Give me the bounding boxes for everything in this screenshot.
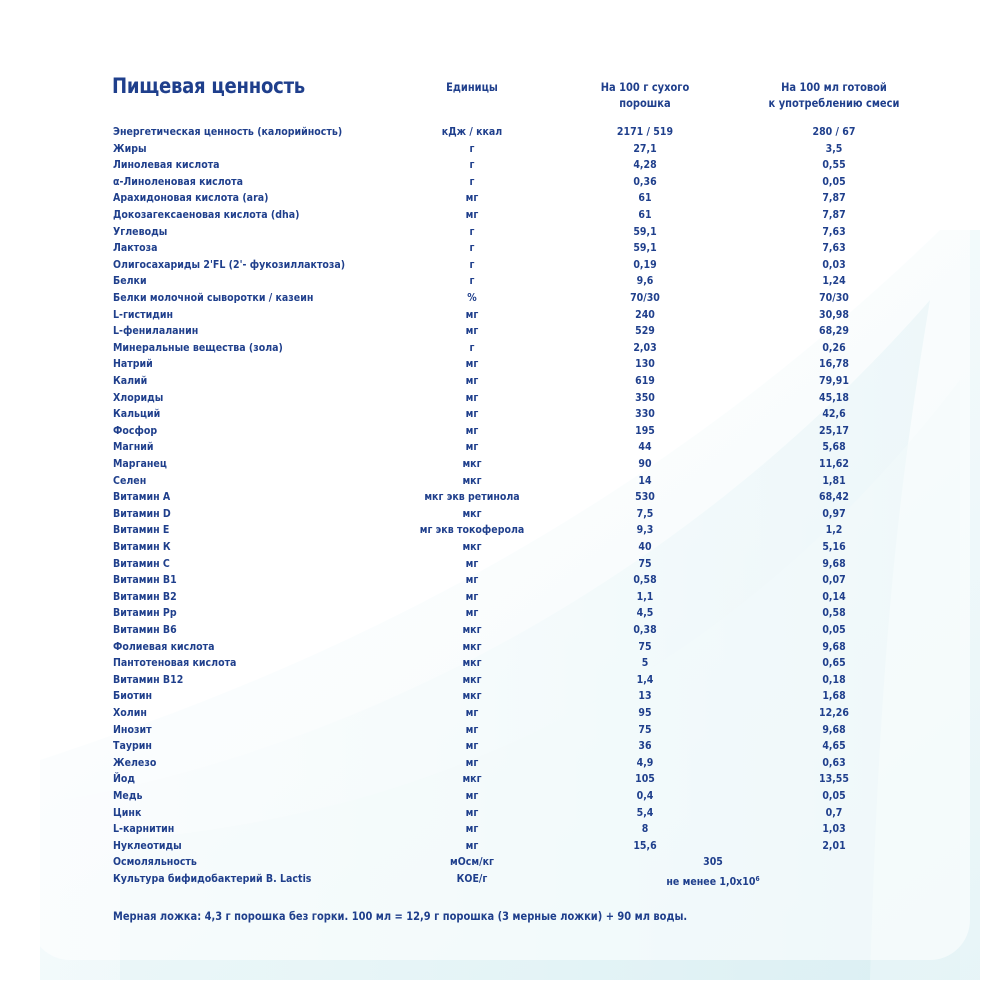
nutrient-name: Цинк (113, 805, 142, 819)
table-row (0, 207, 1000, 224)
nutrient-unit: г (469, 141, 475, 155)
nutrient-name: Белки (113, 274, 147, 288)
table-row (0, 688, 1000, 705)
nutrient-value-dry: 59,1 (633, 241, 657, 255)
nutrient-value-dry: 5 (641, 656, 649, 670)
nutrient-name: Белки молочной сыворотки / казеин (113, 291, 314, 304)
nutrient-name: L-карнитин (113, 822, 175, 836)
nutrient-name: Углеводы (113, 224, 168, 238)
column-header-dry-line2: порошка (619, 96, 671, 110)
nutrient-value-dry: 90 (638, 457, 652, 470)
nutrient-unit: г (469, 257, 475, 271)
nutrient-value-ready: 7,63 (822, 241, 846, 255)
table-row (0, 124, 1000, 141)
table-row (0, 821, 1000, 838)
nutrient-value-dry: 75 (638, 639, 652, 653)
page-title: Пищевая ценность (112, 74, 305, 98)
table-row (0, 340, 1000, 357)
table-row (0, 854, 1000, 871)
nutrient-unit: г (469, 158, 475, 172)
nutrient-value-ready: 0,18 (822, 672, 846, 686)
nutrient-name: Хлориды (113, 390, 164, 404)
table-row (0, 805, 1000, 822)
nutrient-unit: мг (465, 423, 479, 437)
nutrient-value-ready: 16,78 (819, 357, 849, 371)
nutrient-name: Минеральные вещества (зола) (113, 340, 283, 354)
nutrient-unit: мг (465, 573, 479, 587)
table-row (0, 406, 1000, 423)
table-row (0, 456, 1000, 473)
table-row (0, 672, 1000, 689)
table-row (0, 240, 1000, 257)
nutrient-unit: мкг (462, 506, 482, 520)
nutrient-name: Витамин В6 (113, 623, 177, 636)
column-header-ready-line1: На 100 мл готовой (781, 80, 887, 94)
nutrient-name: Арахидоновая кислота (ara) (113, 191, 269, 205)
nutrient-value-dry: 59,1 (633, 224, 657, 238)
nutrient-name: Витамин В1 (113, 573, 177, 587)
table-row (0, 423, 1000, 440)
nutrient-name: Витамин А (113, 490, 171, 504)
measuring-spoon-note: Мерная ложка: 4,3 г порошка без горки. 100 мл = 12,9 г порошка (3 мерные ложки) + 90 мл воды. (113, 909, 688, 923)
nutrient-unit: мг (465, 706, 479, 719)
nutrient-value-ready: 280 / 67 (812, 125, 856, 138)
column-header-dry (601, 79, 690, 111)
nutrient-value-ready: 9,68 (822, 556, 846, 570)
nutrient-value-ready: 0,03 (822, 257, 846, 271)
nutrient-value-dry: 9,6 (636, 274, 654, 288)
nutrient-value-ready: 0,7 (825, 805, 843, 819)
table-row (0, 871, 1000, 888)
table-row (0, 738, 1000, 755)
nutrient-value-dry: 40 (638, 540, 652, 553)
table-row (0, 323, 1000, 340)
nutrient-value-dry: 130 (635, 357, 655, 371)
nutrient-unit: мг (465, 838, 479, 852)
nutrient-value-ready: 12,26 (819, 706, 849, 719)
table-row (0, 622, 1000, 639)
nutrient-unit: г (469, 340, 475, 354)
nutrient-unit: мг (465, 722, 479, 736)
table-row (0, 473, 1000, 490)
nutrient-value-dry: 4,5 (636, 606, 654, 620)
nutrient-unit: мкг (462, 672, 482, 686)
table-row (0, 705, 1000, 722)
nutrient-value-ready: 9,68 (822, 639, 846, 653)
nutrient-name: Витамин В2 (113, 589, 177, 603)
nutrient-value-ready: 1,24 (822, 274, 846, 288)
nutrient-value-dry: 95 (638, 706, 652, 719)
nutrient-value-dry: 5,4 (636, 805, 654, 819)
nutrient-value-ready: 11,62 (819, 457, 849, 470)
nutrient-unit: мг (465, 208, 479, 221)
table-row (0, 224, 1000, 241)
nutrient-name: Витамин В12 (113, 672, 184, 686)
nutrient-value-ready: 9,68 (822, 722, 846, 736)
nutrient-value-dry: 530 (635, 490, 655, 504)
nutrient-value-dry: 0,36 (633, 174, 657, 188)
nutrient-name: Осмоляльность (113, 855, 197, 869)
nutrient-unit: мг (465, 440, 479, 454)
table-row (0, 307, 1000, 324)
nutrient-name: Нуклеотиды (113, 838, 182, 852)
table-row (0, 273, 1000, 290)
nutrient-value-dry: 27,1 (633, 141, 657, 155)
nutrient-value-dry: 2,03 (633, 340, 657, 354)
nutrient-value-merged: 305 (703, 855, 723, 869)
nutrient-value-dry: 8 (641, 822, 649, 836)
nutrient-name: L-фенилаланин (113, 324, 199, 338)
nutrient-value-ready: 2,01 (822, 838, 846, 852)
table-row (0, 605, 1000, 622)
nutrient-value-dry: 14 (638, 473, 652, 487)
nutrient-value-ready: 7,87 (822, 191, 846, 205)
nutrient-value-dry: 0,38 (633, 623, 657, 636)
nutrient-value-dry: 9,3 (636, 523, 654, 537)
table-row (0, 556, 1000, 573)
nutrient-name: Витамин К (113, 540, 171, 553)
nutrient-unit: мкг (462, 639, 482, 653)
nutrient-value-dry: 4,28 (633, 158, 657, 172)
table-row (0, 356, 1000, 373)
table-row (0, 141, 1000, 158)
nutrient-value-ready: 1,2 (825, 523, 843, 537)
nutrient-name: Жиры (113, 141, 147, 155)
nutrient-value-dry: 15,6 (633, 838, 657, 852)
nutrient-value-ready: 0,58 (822, 606, 846, 620)
nutrient-value-ready: 68,42 (819, 490, 849, 504)
nutrient-value-ready: 68,29 (819, 324, 849, 338)
nutrient-value-ready: 0,05 (822, 174, 846, 188)
nutrient-value-ready: 0,05 (822, 623, 846, 636)
nutrient-value-ready: 0,05 (822, 789, 846, 802)
nutrient-value-dry: 75 (638, 722, 652, 736)
nutrient-name: Калий (113, 374, 148, 387)
table-row (0, 722, 1000, 739)
nutrient-value-dry: 75 (638, 556, 652, 570)
nutrient-unit: мг (465, 191, 479, 205)
nutrient-value-dry: 36 (638, 739, 652, 753)
nutrient-unit: г (469, 274, 475, 288)
table-row (0, 655, 1000, 672)
nutrient-value-dry: 4,9 (636, 755, 654, 769)
nutrient-value-ready: 0,65 (822, 656, 846, 670)
nutrient-value-ready: 30,98 (819, 307, 849, 321)
nutrient-name: Селен (113, 473, 147, 487)
nutrient-value-merged (666, 871, 759, 890)
nutrient-unit: мг экв токоферола (419, 523, 525, 537)
nutrient-value-ready: 79,91 (819, 374, 849, 387)
table-row (0, 390, 1000, 407)
column-header-units-label: Единицы (446, 80, 498, 94)
nutrient-unit: мг (465, 324, 479, 338)
nutrient-name: L-гистидин (113, 307, 174, 321)
nutrient-unit: мкг (462, 457, 482, 470)
nutrient-unit: мкг экв ретинола (424, 490, 520, 504)
nutrient-name: Культура бифидобактерий B. Lactis (113, 872, 312, 885)
table-row (0, 589, 1000, 606)
nutrient-name: Витамин D (113, 506, 171, 520)
nutrient-value-ready: 7,87 (822, 208, 846, 221)
nutrient-name: Докозагексаеновая кислота (dha) (113, 208, 300, 221)
nutrient-unit: мг (465, 307, 479, 321)
nutrient-unit: мг (465, 374, 479, 387)
column-header-dry-line1: На 100 г сухого (600, 80, 690, 94)
nutrient-unit: мОсм/кг (450, 855, 494, 869)
nutrient-name: Фолиевая кислота (113, 639, 215, 653)
table-row (0, 755, 1000, 772)
table-row (0, 157, 1000, 174)
nutrient-name: Натрий (113, 357, 153, 371)
nutrient-value-dry: 1,4 (636, 672, 654, 686)
nutrient-name: Медь (113, 789, 143, 802)
nutrient-value-dry: 13 (638, 689, 652, 703)
nutrient-name: Фосфор (113, 423, 158, 437)
nutrient-name: Железо (113, 755, 157, 769)
table-row (0, 439, 1000, 456)
table-row (0, 257, 1000, 274)
nutrient-unit: мг (465, 390, 479, 404)
nutrient-unit: % (467, 291, 477, 304)
column-header-ready-line2: к употреблению смеси (768, 96, 900, 110)
nutrient-unit: мкг (462, 623, 482, 636)
table-row (0, 639, 1000, 656)
nutrient-unit: мкг (462, 473, 482, 487)
nutrient-value-dry: 44 (638, 440, 652, 454)
nutrient-name: Энергетическая ценность (калорийность) (113, 125, 343, 138)
nutrient-value-dry: 195 (635, 423, 655, 437)
nutrient-name: Холин (113, 706, 147, 719)
nutrient-value-ready: 5,16 (822, 540, 846, 553)
nutrient-value-ready: 70/30 (819, 291, 849, 304)
nutrient-unit: мкг (462, 689, 482, 703)
nutrient-value-ready: 0,26 (822, 340, 846, 354)
nutrient-unit: мкг (462, 656, 482, 670)
nutrient-value-ready: 42,6 (822, 407, 846, 421)
table-row (0, 572, 1000, 589)
nutrient-value-dry: 0,58 (633, 573, 657, 587)
nutrient-unit: мг (465, 805, 479, 819)
nutrient-name: Лактоза (113, 241, 158, 255)
nutrient-value-ready: 0,63 (822, 755, 846, 769)
nutrient-value-dry: 1,1 (636, 589, 654, 603)
nutrient-name: Витамин С (113, 556, 170, 570)
nutrient-value-ready: 0,07 (822, 573, 846, 587)
nutrient-value-dry: 7,5 (636, 506, 654, 520)
nutrient-value-dry: 330 (635, 407, 655, 421)
nutrient-unit: мг (465, 789, 479, 802)
nutrient-value-dry: 70/30 (630, 291, 660, 304)
nutrient-unit: мг (465, 589, 479, 603)
nutrient-value-ready: 0,14 (822, 589, 846, 603)
table-row (0, 522, 1000, 539)
nutrient-value-ready: 13,55 (819, 772, 849, 786)
nutrient-value-dry: 2171 / 519 (616, 125, 674, 138)
nutrient-value-ready: 1,03 (822, 822, 846, 836)
table-row (0, 290, 1000, 307)
table-row (0, 373, 1000, 390)
table-row (0, 489, 1000, 506)
nutrient-value-ready: 25,17 (819, 423, 849, 437)
nutrient-value-dry: 619 (635, 374, 655, 387)
nutrient-unit: мг (465, 606, 479, 620)
exponent: 6 (755, 875, 760, 883)
column-header-ready (769, 79, 900, 111)
nutrient-unit: мг (465, 822, 479, 836)
nutrient-value-ready: 4,65 (822, 739, 846, 753)
nutrient-value-merged-text: не менее 1,0x10 (666, 875, 756, 888)
nutrient-value-dry: 350 (635, 390, 655, 404)
nutrient-name: Кальций (113, 407, 161, 421)
nutrient-value-ready: 1,68 (822, 689, 846, 703)
nutrient-value-ready: 0,97 (822, 506, 846, 520)
nutrient-unit: мкг (462, 772, 482, 786)
nutrient-name: Марганец (113, 457, 167, 470)
nutrient-unit: мг (465, 755, 479, 769)
nutrient-value-dry: 61 (638, 208, 652, 221)
nutrient-unit: мг (465, 556, 479, 570)
nutrient-unit: мг (465, 739, 479, 753)
nutrient-name: Пантотеновая кислота (113, 656, 237, 670)
nutrient-name: α-Линоленовая кислота (113, 174, 244, 188)
nutrient-value-ready: 3,5 (825, 141, 843, 155)
nutrient-value-ready: 5,68 (822, 440, 846, 454)
nutrient-value-dry: 529 (635, 324, 655, 338)
nutrient-name: Инозит (113, 722, 152, 736)
nutrient-value-ready: 45,18 (819, 390, 849, 404)
nutrient-unit: г (469, 174, 475, 188)
nutrient-unit: КОЕ/г (456, 872, 488, 885)
nutrient-name: Магний (113, 440, 154, 454)
nutrient-unit: мг (465, 407, 479, 421)
nutrient-value-ready: 7,63 (822, 224, 846, 238)
table-row (0, 838, 1000, 855)
nutrient-name: Линолевая кислота (113, 158, 220, 172)
column-header-units (446, 79, 498, 95)
nutrient-value-dry: 105 (635, 772, 655, 786)
nutrient-value-dry: 61 (638, 191, 652, 205)
nutrient-name: Олигосахариды 2'FL (2'- фукозиллактоза) (113, 257, 346, 271)
table-row (0, 174, 1000, 191)
nutrient-unit: мг (465, 357, 479, 371)
nutrient-value-dry: 0,4 (636, 789, 654, 802)
table-row (0, 788, 1000, 805)
nutrient-unit: г (469, 224, 475, 238)
table-row (0, 190, 1000, 207)
nutrient-value-ready: 1,81 (822, 473, 846, 487)
nutrient-value-dry: 240 (635, 307, 655, 321)
table-row (0, 771, 1000, 788)
nutrient-name: Йод (113, 772, 136, 786)
table-row (0, 506, 1000, 523)
nutrient-name: Витамин Рр (113, 606, 177, 620)
nutrient-value-ready: 0,55 (822, 158, 846, 172)
nutrient-unit: кДж / ккал (441, 125, 503, 138)
nutrient-name: Таурин (113, 739, 152, 753)
nutrient-unit: г (469, 241, 475, 255)
nutrient-unit: мкг (462, 540, 482, 553)
nutrient-value-dry: 0,19 (633, 257, 657, 271)
nutrient-name: Биотин (113, 689, 152, 703)
table-row (0, 539, 1000, 556)
nutrient-name: Витамин Е (113, 523, 170, 537)
